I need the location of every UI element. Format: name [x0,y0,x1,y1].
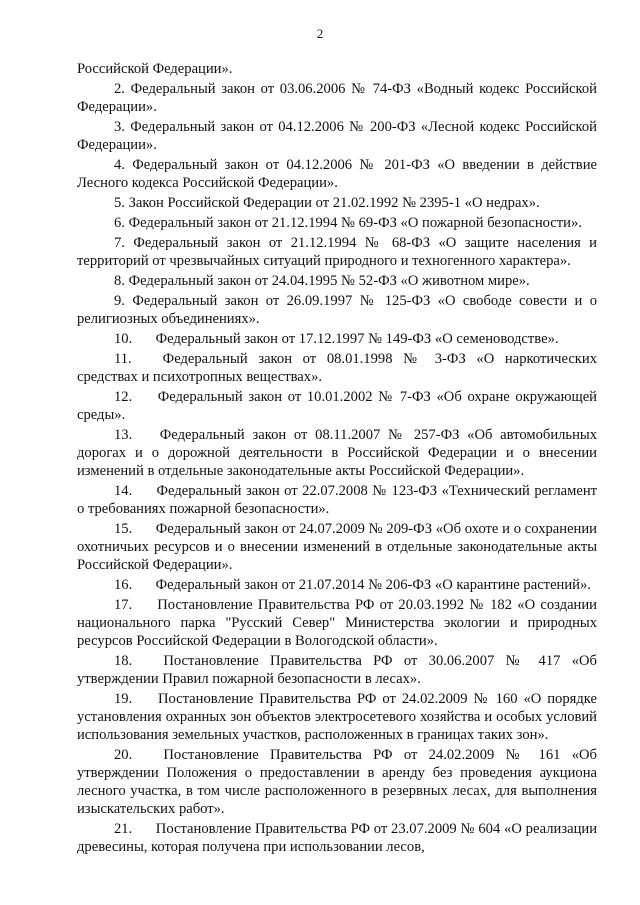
intro-continuation: Российской Федерации». [77,61,233,77]
list-item-text: Федеральный закон от 22.07.2008 № 123-ФЗ «Технический регламент о требованиях пожарной безопасности». [77,483,598,517]
list-item [77,80,597,116]
list-item-text: Федеральный закон от 04.12.2006 № 200-ФЗ «Лесной кодекс Российской Федерации». [77,119,597,153]
list-item-number: 12. [114,389,133,405]
list-item-number: 11. [114,351,132,367]
list-item-text: Постановление Правительства РФ от 24.02.2009 № 161 «Об утверждении Положения о предоставлении в аренду без проведения аукциона лесного участка, в том числе расположенного в резервных лесах, для выполнения изыскательских работ». [77,747,597,817]
list-item-number: 2. [114,81,125,97]
list-item [77,596,597,650]
list-item-text: Федеральный закон от 17.12.1997 № 149-ФЗ «О семеноводстве». [155,331,559,347]
list-item-text: Федеральный закон от 21.07.2014 № 206-ФЗ «О карантине растений». [155,577,591,593]
list-item-text: Федеральный закон от 08.11.2007 № 257-ФЗ «Об автомобильных дорогах и о дорожной деятельности в Российской Федерации и о внесении изменений в отдельные законодательные акты Российской Федерации». [77,427,597,479]
list-item [77,292,597,328]
list-item-number: 10. [114,331,133,347]
list-item-text: Постановление Правительства РФ от 30.06.2007 № 417 «Об утверждении Правил пожарной безопасности в лесах». [77,653,597,687]
law-list [77,60,597,858]
list-item [77,272,597,290]
list-item-number: 19. [114,691,133,707]
list-item [77,652,597,688]
list-item [77,746,597,818]
list-item-number: 3. [114,119,125,135]
list-item [77,330,597,348]
list-item [77,576,597,594]
list-item-number: 5. [114,195,125,211]
list-item-number: 4. [114,157,125,173]
page-number: 2 [316,26,324,41]
list-item-text: Закон Российской Федерации от 21.02.1992 № 2395-1 «О недрах». [128,195,540,211]
list-item [77,194,597,212]
list-item-number: 9. [114,293,125,309]
list-item-number: 16. [114,577,133,593]
list-item-text: Федеральный закон от 03.06.2006 № 74-ФЗ «Водный кодекс Российской Федерации». [77,81,597,115]
list-item-text: Федеральный закон от 21.12.1994 № 69-ФЗ «О пожарной безопасности». [128,215,582,231]
list-items [77,80,597,856]
list-item-number: 18. [114,653,133,669]
list-item [77,690,597,744]
list-item-text: Федеральный закон от 08.01.1998 № 3-ФЗ «О наркотических средствах и психотропных веществах». [77,351,597,385]
list-item-text: Постановление Правительства РФ от 20.03.1992 № 182 «О создании национального парка "Русский Север" Министерства экологии и природных ресурсов Российской Федерации в Вологодской области». [77,597,597,649]
list-item-text: Федеральный закон от 24.04.1995 № 52-ФЗ «О животном мире». [128,273,530,289]
list-item [77,118,597,154]
list-item-text: Федеральный закон от 10.01.2002 № 7-ФЗ «Об охране окружающей среды». [77,389,597,423]
list-item-number: 21. [114,821,133,837]
list-item [77,820,597,856]
list-item [77,482,597,518]
list-item-number: 13. [114,427,133,443]
list-item [77,520,597,574]
list-item [77,156,597,192]
list-item-text: Федеральный закон от 24.07.2009 № 209-ФЗ «Об охоте и о сохранении охотничьих ресурсов и о внесении изменений в отдельные законодательные акты Российской Федерации». [77,521,597,573]
list-item-text: Федеральный закон от 26.09.1997 № 125-ФЗ «О свободе совести и о религиозных объединениях». [77,293,597,327]
list-item-number: 8. [114,273,125,289]
list-item-number: 7. [114,235,125,251]
list-item-number: 15. [114,521,133,537]
list-item-text: Постановление Правительства РФ от 23.07.2009 № 604 «О реализации древесины, которая получена при использовании лесов, [77,821,597,855]
list-item-text: Федеральный закон от 04.12.2006 № 201-ФЗ «О введении в действие Лесного кодекса Российской Федерации». [77,157,597,191]
list-item-number: 6. [114,215,125,231]
list-item-text: Постановление Правительства РФ от 24.02.2009 № 160 «О порядке установления охранных зон объектов электросетевого хозяйства и особых условий использования земельных участков, расположенных в границах таких зон». [77,691,597,743]
list-item [77,350,597,386]
list-item-text: Федеральный закон от 21.12.1994 № 68-ФЗ «О защите населения и территорий от чрезвычайных ситуаций природного и техногенного характера». [77,235,597,269]
list-item-number: 20. [114,747,133,763]
list-item [77,214,597,232]
list-item [77,388,597,424]
list-item [77,234,597,270]
list-item [77,426,597,480]
list-item-number: 14. [114,483,133,499]
list-item-number: 17. [114,597,133,613]
